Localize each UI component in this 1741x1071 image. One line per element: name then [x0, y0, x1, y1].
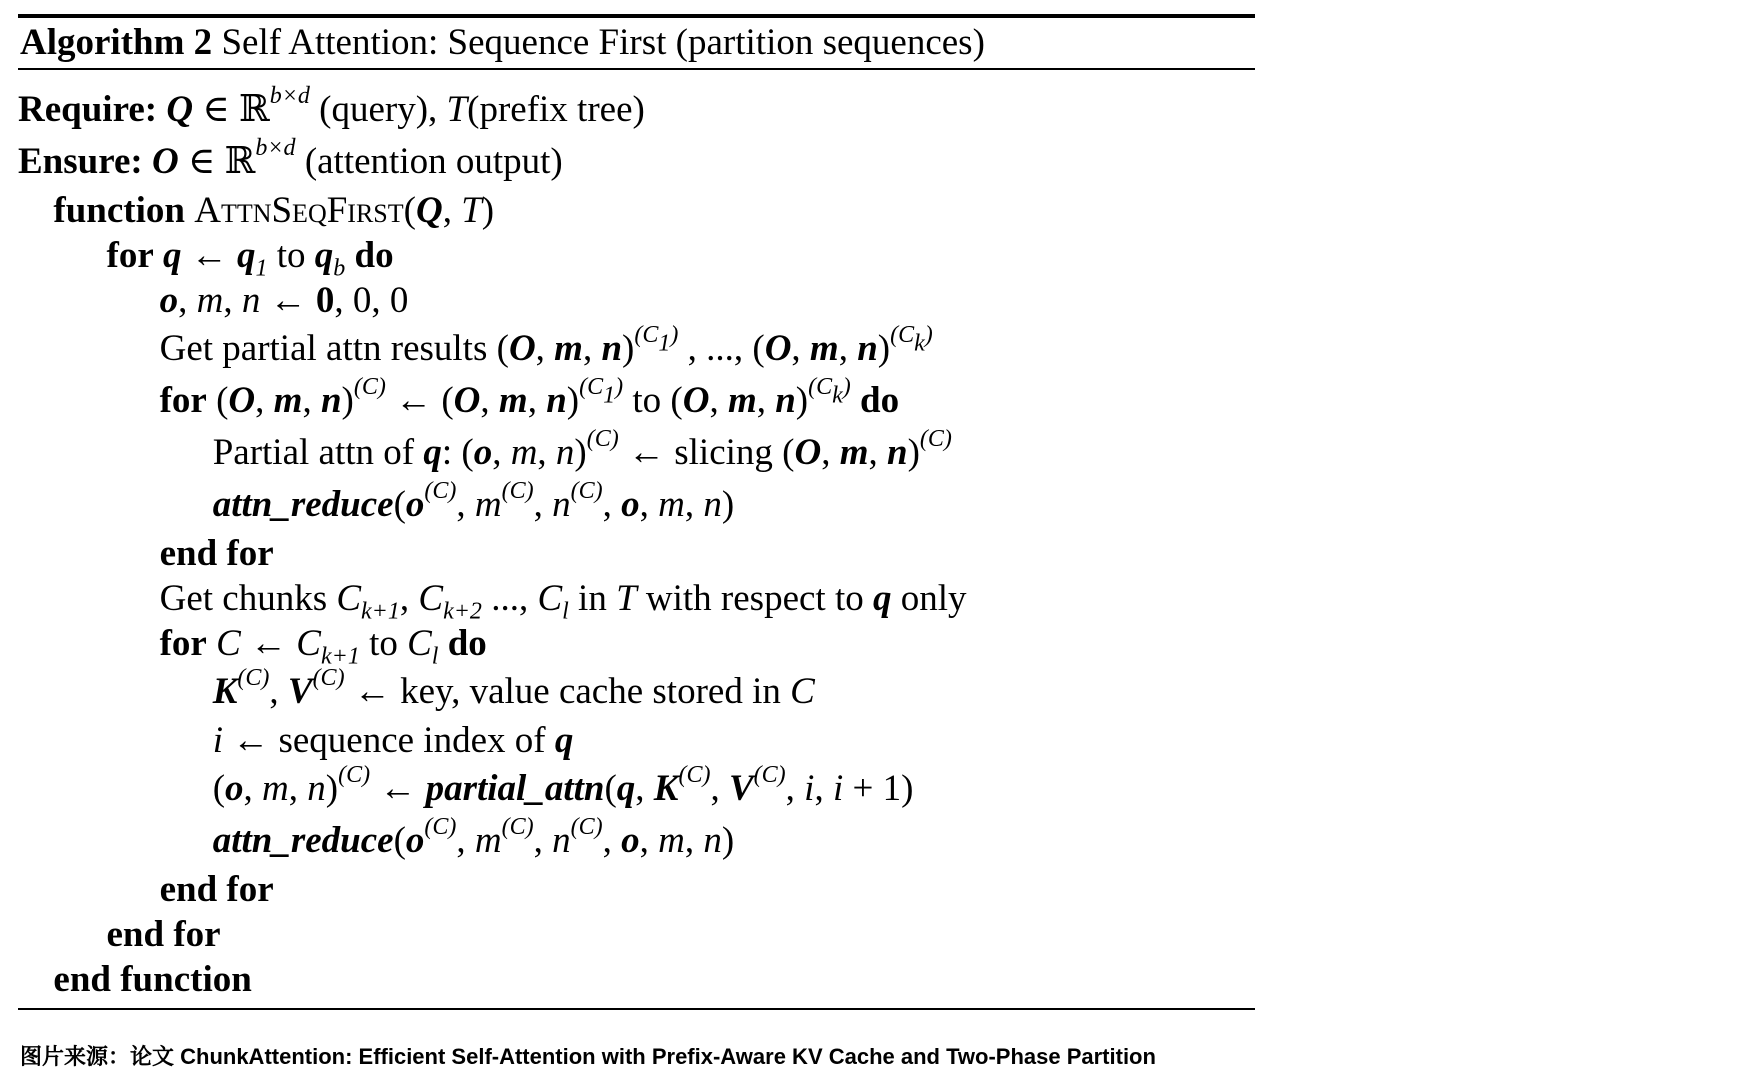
- algorithm-line: end for: [159, 869, 274, 910]
- algorithm-line: Get partial attn results (O, m, n)$^{(C_1)}$ , ..., (O, m, n)$^{(C_k)}$: [159, 322, 933, 369]
- algorithm-line: Require: Q ∈ ℝ$^{b\times d}$ (query), T(prefix tree): [18, 83, 645, 130]
- algorithm-number: Algorithm 2: [20, 22, 213, 63]
- algorithm-line: end for: [106, 914, 221, 955]
- algorithm-line: o, m, n ← 0, 0, 0: [159, 280, 409, 321]
- algorithm-line: for (O, m, n)$^{(C)}$ ← (O, m, n)$^{(C_1)}$ to (O, m, n)$^{(C_k)}$ do: [159, 374, 900, 421]
- algorithm-line: Ensure: O ∈ ℝ$^{b\times d}$ (attention output): [18, 135, 563, 182]
- figure-source-caption: 图片来源：论文 ChunkAttention: Efficient Self-Attention with Prefix-Aware KV Cache and Two-Phase Partition: [20, 1044, 1156, 1069]
- bottom-rule: [18, 1008, 1255, 1010]
- algorithm-line: function AttnSeqFirst(Q, T): [53, 190, 495, 231]
- algorithm-title-text: Self Attention: Sequence First (partition sequences): [221, 22, 985, 63]
- algorithm-line: $attn\_reduce(o^{(C)}$, $m^{(C)}$, $n^{(C)}$, o, m, n): [212, 478, 735, 525]
- algorithm-line: i ← sequence index of q: [212, 720, 574, 761]
- algorithm-line: (o, m, n)$^{(C)}$ ← partial_attn(q, $K^{(C)}$, $V^{(C)}$, i, i + 1): [212, 762, 914, 809]
- algorithm-line: for C ← $C_{k+1}$ to $C_l$ do: [159, 623, 487, 670]
- algorithm-line: Partial attn of q: (o, m, n)$^{(C)}$ ← slicing (O, m, n)$^{(C)}$: [212, 426, 952, 473]
- algorithm-line: end for: [159, 533, 274, 574]
- algorithm-line: end function: [53, 959, 252, 1000]
- algorithm-line: Get chunks $C_{k+1}$, $C_{k+2}$ ..., $C_l$ in T with respect to q only: [159, 578, 967, 625]
- algorithm-line: $K^{(C)}$, $V^{(C)}$ ← key, value cache stored in C: [212, 665, 815, 712]
- algorithm-body: [18, 70, 1255, 1008]
- algorithm-title: [18, 18, 1255, 68]
- algorithm-line: for q ← $q_1$ to $q_b$ do: [106, 235, 394, 282]
- algorithm-line: $attn\_reduce(o^{(C)}$, $m^{(C)}$, $n^{(C)}$, o, m, n): [212, 814, 735, 861]
- algorithm-block: [18, 14, 1255, 1010]
